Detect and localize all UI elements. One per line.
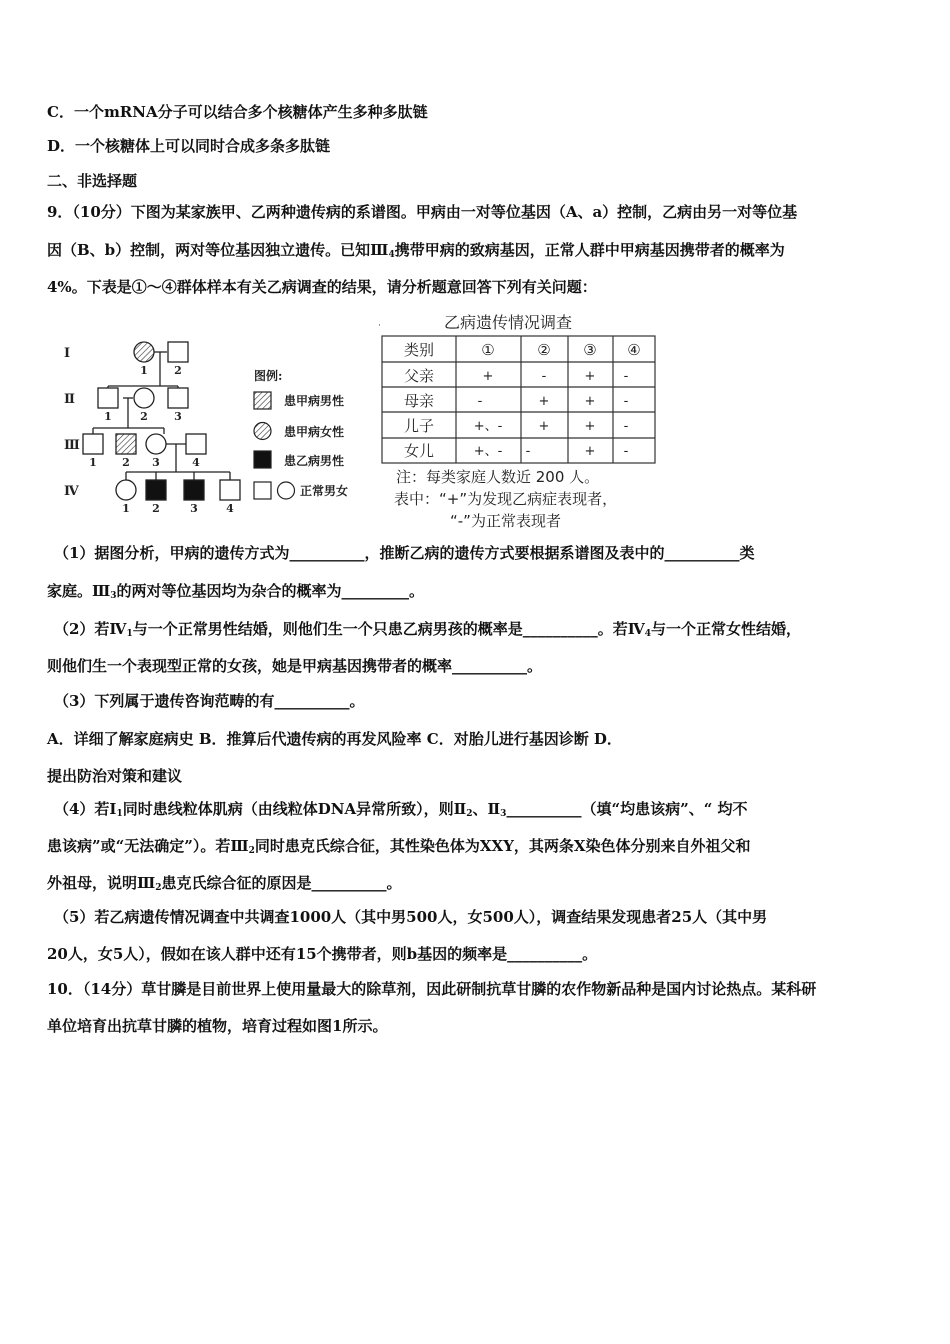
text: 与一个正常男性结婚，则他们生一个只患乙病男孩的概率是__________。若Ⅳ (132, 620, 645, 638)
text: 患该病”或“无法确定”）。若Ⅲ (47, 837, 249, 855)
pedigree-III1-normal-male (83, 434, 103, 454)
table-cell: - (623, 369, 629, 384)
text: 与一个正常女性结婚， (651, 620, 802, 638)
q9-part5-line1: （5）若乙病遗传情况调查中共调查1000人（其中男500人，女500人），调查结果发现患者25人（其中男 (54, 908, 768, 926)
table-note: 表中：“+”为发现乙病症表现者， (394, 490, 618, 508)
table-cell: + (538, 394, 550, 409)
legend-label: 患甲病女性 (284, 425, 345, 439)
legend-filled-square-icon (254, 451, 271, 468)
individual-number: 1 (89, 456, 97, 469)
q10-stem-line2: 单位培育出抗草甘膦的植物，培育过程如图1所示。 (47, 1017, 388, 1035)
table-cell: +、- (473, 444, 503, 459)
pedigree-II1-normal-male (98, 388, 118, 408)
option-c: C．一个mRNA分子可以结合多个核糖体产生多种多肽链 (47, 103, 428, 121)
q9-stem-line2 (47, 240, 785, 265)
individual-number: 1 (104, 410, 112, 423)
pedigree-legend (254, 368, 348, 499)
gen-label: Ⅰ (64, 346, 71, 361)
individual-number: 4 (226, 502, 234, 515)
table-cell: + (482, 369, 494, 384)
pedigree-I1-affected-female-a (134, 342, 154, 362)
table-header-cell: 类别 (403, 341, 435, 359)
table-cell: + (584, 394, 596, 409)
table-cell: + (584, 444, 596, 459)
text: 同时患克氏综合征，其性染色体为XXY，其两条X染色体分别来自外祖父和 (254, 837, 751, 855)
subscript: 2 (155, 883, 162, 893)
table-cell: - (623, 394, 629, 409)
subscript: 3 (110, 591, 117, 601)
pedigree-I2-normal-male (168, 342, 188, 362)
text: 的两对等位基因均为杂合的概率为_________。 (116, 582, 425, 600)
text: 因（B、b）控制，两对等位基因独立遗传。已知Ⅲ (47, 241, 389, 259)
table-cell: + (584, 419, 596, 434)
table-header-cell: ④ (627, 341, 641, 359)
survey-table (376, 314, 666, 532)
table-note: “-”为正常表现者 (450, 512, 561, 530)
individual-number: 2 (174, 364, 182, 377)
q9-part3: （3）下列属于遗传咨询范畴的有__________。 (54, 692, 365, 710)
q9-part1-line2 (47, 581, 424, 606)
table-cell: + (584, 369, 596, 384)
q9-part2-line2: 则他们生一个表现型正常的女孩，她是甲病基因携带者的概率__________。 (47, 657, 543, 675)
table-cell: +、- (473, 419, 503, 434)
pedigree-IV2-affected-male-b (146, 480, 166, 500)
table-margin-tick: · (378, 321, 381, 331)
q9-stem-line3: 4%。下表是①～④群体样本有关乙病调查的结果，请分析题意回答下列有关问题： (47, 278, 597, 296)
table-header-cell: ② (537, 341, 551, 359)
q9-part2-line1 (54, 619, 801, 644)
legend-hatched-square-icon (254, 392, 271, 409)
table-cell: + (538, 419, 550, 434)
table-header-cell: ① (481, 341, 495, 359)
table-row-label: 女儿 (403, 442, 435, 460)
subscript: 2 (248, 846, 255, 856)
individual-number: 4 (192, 456, 200, 469)
table-row-label: 父亲 (403, 367, 435, 385)
subscript: 4 (644, 629, 652, 639)
table-cell: - (623, 419, 629, 434)
text: 家庭。Ⅲ (47, 582, 111, 600)
q9-part4-line1 (54, 799, 748, 824)
text: 同时患线粒体肌病（由线粒体DNA异常所致），则Ⅱ (122, 800, 467, 818)
pedigree-IV3-affected-male-b (184, 480, 204, 500)
text: （4）若Ⅰ (54, 800, 117, 818)
text: __________（填“均患该病”、“ 均不 (506, 800, 748, 818)
gen-label: Ⅱ (64, 392, 75, 407)
text: 患克氏综合征的原因是__________。 (161, 874, 402, 892)
table-row-label: 母亲 (403, 392, 435, 410)
text: 携带甲病的致病基因，正常人群中甲病基因携带者的概率为 (394, 241, 785, 259)
table-cell: - (623, 444, 629, 459)
subscript: 1 (116, 809, 123, 819)
subscript: 3 (500, 809, 507, 819)
q10-stem-line1: 10．（14分）草甘膦是目前世界上使用量最大的除草剂，因此研制抗草甘膦的农作物新品种是国内讨论热点。某科研 (47, 980, 817, 998)
individual-number: 1 (122, 502, 130, 515)
text: 外祖母，说明Ⅲ (47, 874, 156, 892)
legend-label: 正常男女 (300, 484, 349, 498)
gen-label: Ⅳ (64, 484, 79, 499)
pedigree-IV4-normal-male (220, 480, 240, 500)
legend-title: 图例: (254, 369, 283, 383)
individual-number: 2 (152, 502, 160, 515)
individual-number: 2 (122, 456, 130, 469)
table-header-cell: ③ (583, 341, 597, 359)
table-cell: - (525, 444, 531, 459)
individual-number: 3 (190, 502, 198, 515)
pedigree-chart (58, 330, 368, 520)
individual-number: 3 (152, 456, 160, 469)
table-cell: - (477, 394, 483, 409)
table-note: 注：每类家庭人数近 200 人。 (396, 468, 600, 486)
q9-part4-line2 (47, 836, 751, 861)
subscript: 4 (388, 250, 395, 260)
individual-number: 3 (174, 410, 182, 423)
legend-label: 患乙病男性 (284, 454, 345, 468)
pedigree-II3-normal-male (168, 388, 188, 408)
individual-number: 1 (140, 364, 148, 377)
q9-part5-line2: 20人，女5人），假如在该人群中还有15个携带者，则b基因的频率是__________。 (47, 945, 598, 963)
subscript: 1 (126, 629, 133, 639)
q9-part1-line1: （1）据图分析，甲病的遗传方式为__________，推断乙病的遗传方式要根据系谱图及表中的__________类 (54, 544, 755, 562)
q9-part3-options: A．详细了解家庭病史 B．推算后代遗传病的再发风险率 C．对胎儿进行基因诊断 D． (47, 730, 622, 748)
text: （2）若Ⅳ (54, 620, 127, 638)
subscript: 2 (466, 809, 473, 819)
section-heading: 二、非选择题 (47, 172, 138, 190)
individual-number: 2 (140, 410, 148, 423)
legend-open-circle-icon (278, 482, 295, 499)
legend-label: 患甲病男性 (284, 394, 345, 408)
text: 、Ⅱ (472, 800, 501, 818)
pedigree-III2-affected-male-a (116, 434, 136, 454)
pedigree-II2-normal-female (134, 388, 154, 408)
q9-part4-line3 (47, 873, 402, 898)
q9-part3-options-cont: 提出防治对策和建议 (47, 767, 183, 785)
table-cell: - (541, 369, 547, 384)
option-d: D．一个核糖体上可以同时合成多条多肽链 (47, 137, 331, 155)
table-title: 乙病遗传情况调查 (443, 314, 573, 332)
pedigree-IV1-normal-female (116, 480, 136, 500)
table-row-label: 儿子 (403, 417, 435, 435)
legend-open-square-icon (254, 482, 271, 499)
legend-hatched-circle-icon (254, 423, 271, 440)
q9-stem-line1: 9．（10分）下图为某家族甲、乙两种遗传病的系谱图。甲病由一对等位基因（A、a）控制，乙病由另一对等位基 (47, 203, 798, 221)
pedigree-III4-normal-male (186, 434, 206, 454)
pedigree-III3-normal-female (146, 434, 166, 454)
gen-label: Ⅲ (64, 438, 80, 453)
